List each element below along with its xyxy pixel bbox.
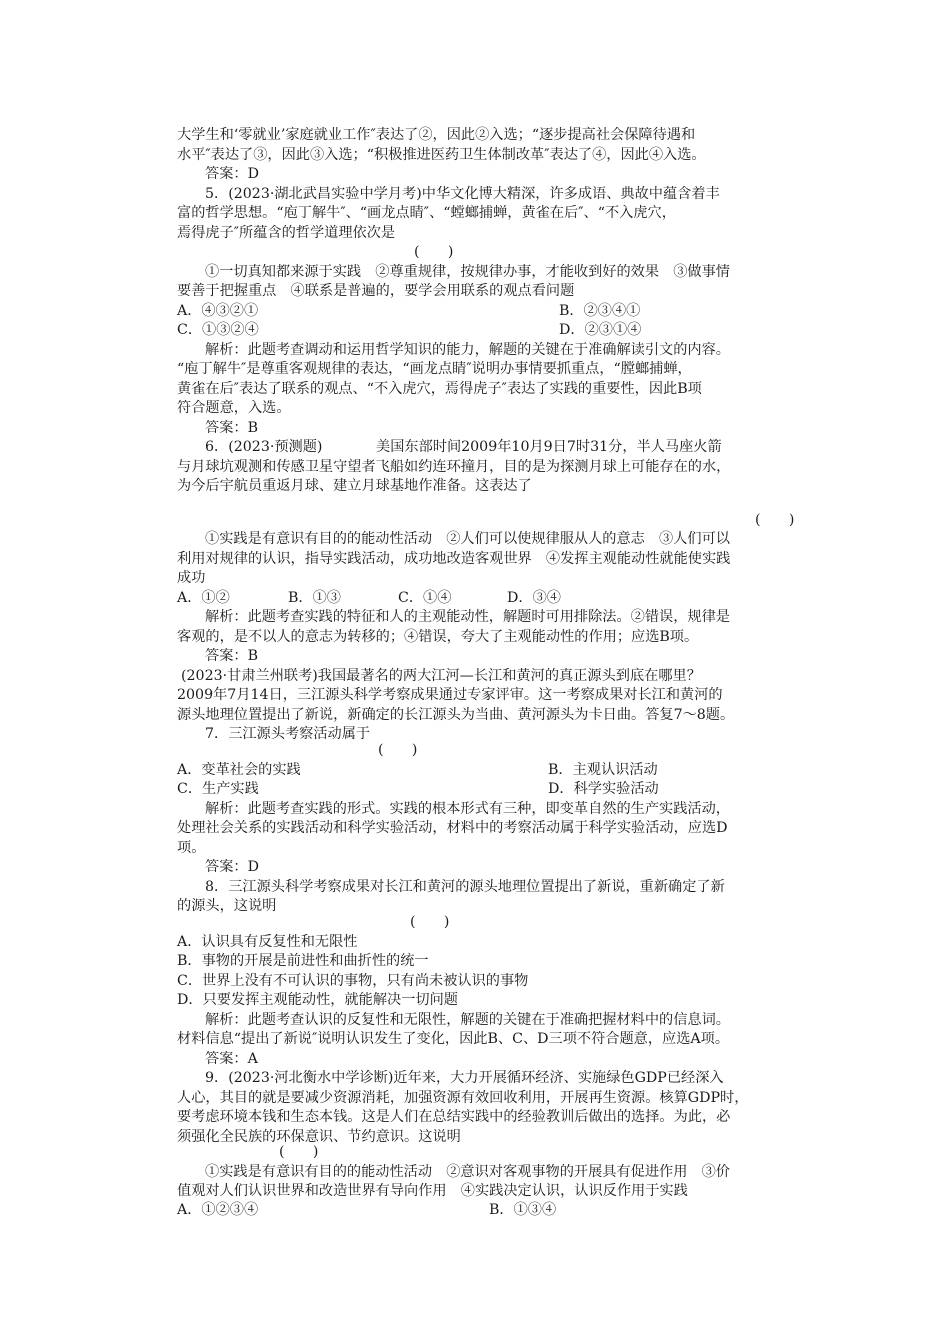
option-c: C．①④ <box>398 590 452 606</box>
option-a: A．变革社会的实践 <box>177 762 301 778</box>
option-a: A．④③②① <box>177 303 259 319</box>
option-c: C．①③②④ <box>177 322 259 338</box>
option-d: D．科学实验活动 <box>548 781 659 797</box>
option-b: B．②③④① <box>559 303 641 319</box>
option-b: B．主观认识活动 <box>548 762 658 778</box>
option-a: A．①②③④ <box>177 1202 259 1218</box>
option-c: C．生产实践 <box>177 781 259 797</box>
option-a: A．①② <box>177 590 230 606</box>
option-d: D．③④ <box>507 590 561 606</box>
document-page: 大学生和‘零就业’家庭就业工作″表达了②，因此②入选；“逐步提高社会保障待遇和 水平″表达了③，因此③入选；“积极推进医药卫生体制改革″表达了④，因此④入选。 答案：D 5．(2023·湖北武昌实验中学月考)中华文化博大精深，许多成语、典故中蕴含着丰 富的哲学思想。“庖丁解牛″、“画龙点睛″、“螳螂捕蝉，黄雀在后″、“不入虎穴， 焉得虎子″所蕴含的哲学道理依次是 ( ) ①一切真知都来源于实践 ②尊重规律，按规律办事，才能收到好的效果 ③做事情 要善于把握重点 ④联系是普遍的，要学会用联系的观点看问题 A．④③②① B．②③④① C．①③②④ D．②③①④ 解析：此题考查调动和运用哲学知识的能力，解题的关键在于准确解读引文的内容。 “庖丁解牛″是尊重客观规律的表达，“画龙点睛″说明办事情要抓重点，“膛螂捕蝉， 黄雀在后″表达了联系的观点、“不入虎穴，焉得虎子″表达了实践的重要性，因此B项 符合题意，入选。 答案：B 6．(2023·预测题) 美国东部时间2009年10月9日7时31分，半人马座火箭 与月球坑观测和传感卫星守望者飞船如约连环撞月，目的是为探测月球上可能存在的水， 为今后宇航员重返月球、建立月球基地作准备。这表达了 ( ) ①实践是有意识有目的的能动性活动 ②人们可以使规律服从人的意志 ③人们可以 利用对规律的认识，指导实践活动，成功地改造客观世界 ④发挥主观能动性就能使实践 成功 A．①② B．①③ C．①④ D．③④ 解析：此题考查实践的特征和人的主观能动性，解题时可用排除法。②错误，规律是 客观的，是不以人的意志为转移的；④错误，夸大了主观能动性的作用；应选B项。 答案：B (2023·甘肃兰州联考)我国最著名的两大江河—长江和黄河的真正源头到底在哪里？ 2009年7月14日，三江源头科学考察成果通过专家评审。这一考察成果对长江和黄河的 源头地理位置提出了新说，新确定的长江源头为当曲、黄河源头为卡日曲。答复7～8题。 7．三江源头考察活动属于 ( ) A．变革社会的实践 B．主观认识活动 C．生产实践 D．科学实验活动 解析：此题考查实践的形式。实践的根本形式有三种，即变革自然的生产实践活动， 处理社会关系的实践活动和科学实验活动，材料中的考察活动属于科学实验活动，应选D 项。 答案：D 8．三江源头科学考察成果对长江和黄河的源头地理位置提出了新说，重新确定了新 的源头，这说明 ( ) A．认识具有反复性和无限性 B．事物的开展是前进性和曲折性的统一 C．世界上没有不可认识的事物，只有尚未被认识的事物 D．只要发挥主观能动性，就能解决一切问题 解析：此题考查认识的反复性和无限性，解题的关键在于准确把握材料中的信息词。 材料信息“提出了新说″说明认识发生了变化，因此B、C、D三项不符合题意，应选A项。 答案：A 9．(2023·河北衡水中学诊断)近年来，大力开展循环经济、实施绿色GDP已经深入 人心，其目的就是要减少资源消耗，加强资源有效回收利用，开展再生资源。核算GDP时， 要考虑环境本钱和生态本钱。这是人们在总结实践中的经验教训后做出的选择。为此，必 须强化全民族的环保意识、节约意识。这说明 ( ) ①实践是有意识有目的的能动性活动 ②意识对客观事物的开展具有促进作用 ③价 值观对人们认识世界和改造世界有导向作用 ④实践决定认识，认识反作用于实践 A．①②③④ B．①③④ <box>177 127 795 1218</box>
option-b: B．①③④ <box>489 1202 557 1218</box>
option-d: D．②③①④ <box>559 322 642 338</box>
option-b: B．①③ <box>288 590 341 606</box>
